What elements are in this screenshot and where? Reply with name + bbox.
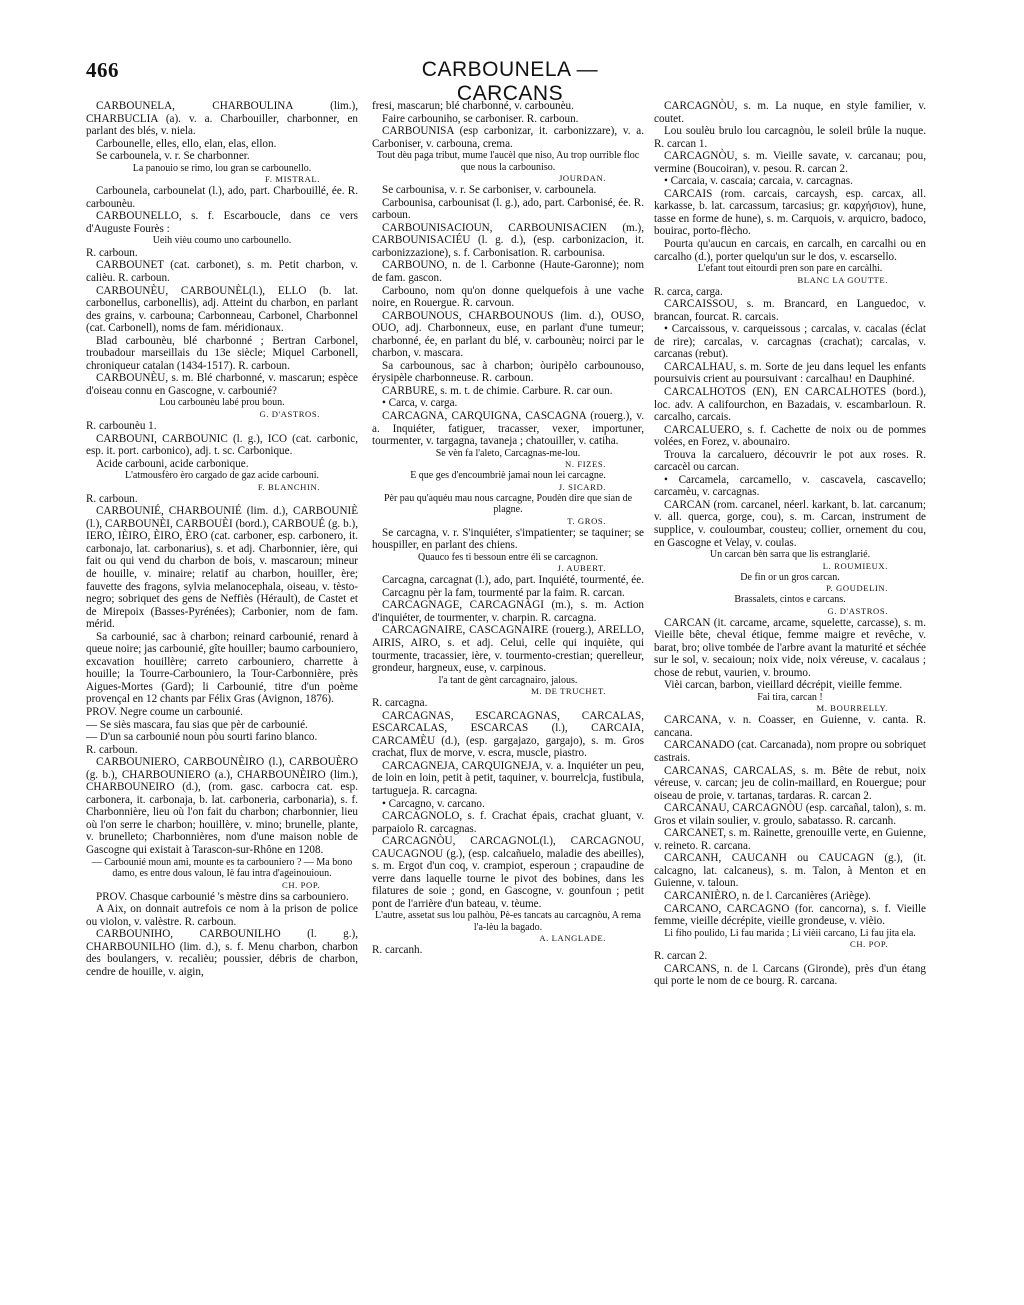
dictionary-entry: CARBOUNO, n. de l. Carbonne (Haute-Garonne); nom de fam. gascon. <box>372 259 644 285</box>
citation-author: JOURDAN. <box>558 173 606 184</box>
dictionary-entry: A Aix, on donnait autrefois ce nom à la prison de police ou violon, v. valèstre. R. carboun. <box>86 903 358 928</box>
dictionary-entry: Carbounelle, elles, ello, elan, elas, ellon. <box>96 137 277 150</box>
citation-author: L. ROUMIEUX. <box>822 560 888 571</box>
citation-author: G. D'ASTROS. <box>259 408 320 419</box>
page-number: 466 <box>86 58 119 82</box>
citation-author: G. D'ASTROS. <box>827 605 888 616</box>
dictionary-entry: CARCALHAU, s. m. Sorte de jeu dans lequel les enfants poursuivis crient au poursuivant : carcalhau! en Dauphiné. <box>654 360 926 386</box>
dictionary-entry: CARBOUNELLO, s. f. Escarboucle, dans ce vers d'Auguste Fourès : <box>86 210 358 235</box>
dictionary-entry: Pourta qu'aucun en carcais, en carcalh, en carcalhi ou en carcalho (d.), porter quelqu'un sur le dos, v. escarsello. <box>654 238 926 263</box>
column-1 <box>86 100 358 978</box>
dictionary-entry: CARCANET, s. m. Rainette, grenouille verte, en Guienne, v. reineto. R. carcana. <box>654 827 926 852</box>
dictionary-entry: CARBOUNISACIOUN, CARBOUNISACIEN (m.), CARBOUNISACIÉU (l. g. d.), (esp. carbonizacion, it. carbonizzazione), s. f. Carbonisation. R. carbounisa. <box>372 221 644 259</box>
dictionary-entry: Se carbounela, v. r. Se charbonner. <box>96 150 250 163</box>
citation-author: P. GOUDELIN. <box>826 583 888 594</box>
dictionary-entry: CARCALHOTOS (EN), EN CARCALHOTES (bord.), loc. adv. A califourchon, en Bazadais, v. escambarloun. R. carcalho, carcais. <box>654 385 926 424</box>
citation-author: A. LANGLADE. <box>539 933 606 944</box>
text-line: R. carboun. <box>86 246 138 259</box>
dictionary-entry: Se carcagna, v. r. S'inquiéter, s'impatienter; se taquiner; se houspiller, en parlant des chiens. <box>372 526 644 552</box>
dictionary-entry: CARCAGNÒU, CARCAGNOL(l.), CARCAGNOU, CAUCAGNOU (g.), (esp. calcañuelo, maladie des abeilles), s. m. Ergot d'un coq, v. crampiot, esperoun ; crapaudine de verre dans laquelle tourne le pivot des bobines, dans les filatures de soie ; gond, en Gascogne, v. gounfoun ; petit pont de l'arrière d'un bateau, v. tèume. <box>372 835 644 910</box>
dictionary-entry: CARBOUNIÉ, CHARBOUNIÉ (lim. d.), CARBOUNIÈ (l.), CARBOUNÈI, CARBOUÈI (bord.), CARBOUÉ (g. b.), IERO, IÈIRO, ÈIRO, ÈRO (cat. carboner, esp. carbonero, it. carbonajo, lat. carbonarius), s. et adj. Charbonnier, ière, qui fait ou qui vend du charbon de bois, v. mascaroun; mineur de houille, v. minaire; relatif au charbon, houiller, ère; fauvette des fragons, sylvia melanocephala, oiseau, v. tèsto-negro; sobriquet des gens de Neffiès (Hérault), de Castet et de Mirepoix (Basses-Pyrénées); Carbonier, nom de fam. mérid. <box>86 505 358 631</box>
text-line: R. carcagna. <box>372 697 428 710</box>
text-line: R. carboun. <box>86 492 138 505</box>
citation-quote: Li fiho poulido, Li fau marida ; Li vièii carcano, Li fau jita ela. <box>664 927 916 939</box>
text-line: R. carbounèu 1. <box>86 419 157 432</box>
dictionary-entry: CARCANH, CAUCANH ou CAUCAGN (g.), (it. calcagno, lat. calcaneus), s. m. Talon, à Menton et en Guienne, v. taloun. <box>654 852 926 890</box>
column-2 <box>372 100 644 957</box>
citation-author: CH. POP. <box>850 939 888 950</box>
dictionary-entry: CARCANADO (cat. Carcanada), nom propre ou sobriquet castrais. <box>654 739 926 765</box>
citation-author: F. BLANCHIN. <box>257 481 320 492</box>
dictionary-entry: CARCAGNAS, ESCARCAGNAS, CARCALAS, ESCARCALAS, ESCARCAS (l.), CARCAIA, CARCAMÈU (d.), (esp. gargajazo, gargajo), s. m. Gros crachat, flux de morve, v. escra, muscle, piastro. <box>372 709 644 760</box>
dictionary-entry: CARCAISSOU, s. m. Brancard, en Languedoc, v. brancan, fourcat. R. carcais. <box>654 298 926 323</box>
dictionary-entry: Faire carbouniho, se carboniser. R. carboun. <box>382 112 579 125</box>
citation-author: CH. POP. <box>282 879 320 890</box>
dictionary-entry: Se carbounisa, v. r. Se carboniser, v. carbounela. <box>382 184 597 197</box>
citation-author: J. SICARD. <box>558 481 606 492</box>
dictionary-entry: CARCANO, CARCAGNO (for. cancorna), s. f. Vieille femme, vieille décrépite, vieille grondeuse, v. vièio. <box>654 902 926 928</box>
running-title: CARBOUNELA — CARCANS <box>421 58 599 105</box>
text-line: R. carcanh. <box>372 944 423 957</box>
dictionary-entry: • Carcaia, v. cascaia; carcaia, v. carcagnas. <box>664 175 853 188</box>
dictionary-entry: CARBOUNÈU, CARBOUNÈL(l.), ELLO (b. lat. carbonellus, carbonellis), adj. Atteint du charbon, en parlant des grains, v. carbouna; Carbonneau, Carbonel, Charbonnel (cat. Carbonell), noms de fam. méridionaux. <box>86 284 358 335</box>
dictionary-entry: Blad carbounèu, blé charbonné ; Bertran Carbonel, troubadour marseillais du 13e siècle; Miquel Carbonell, chroniqueur catalan (1434-1517). R. carboun. <box>86 334 358 372</box>
citation-author: BLANC LA GOUTTE. <box>797 274 888 285</box>
citation-quote: Tout dèu paga tribut, mume l'aucèl que niso, Au trop ourrible floc que nous la carbouniso. <box>376 150 640 173</box>
dictionary-entry: Trouva la carcaluero, découvrir le pot aux roses. R. carcacèl ou carcan. <box>654 448 926 474</box>
citation-quote: l'a tant de gènt carcagnairo, jalous. <box>438 674 578 686</box>
text-line: — Se siès mascara, fau sias que pèr de carbounié. <box>86 718 308 731</box>
text-line: PROV. Negre coume un carbounié. <box>86 705 243 718</box>
citation-quote: — Carbounié moun ami, mounte es ta carbouniero ? — Ma bono damo, es entre dous valoun, Iè fau intra d'ageinouioun. <box>91 856 353 880</box>
text-line: — D'un sa carbounié noun pòu sourti farino blanco. <box>86 731 318 744</box>
dictionary-entry: • Carca, v. carga. <box>382 397 458 410</box>
dictionary-entry: CARCAGNAIRE, CASCAGNAIRE (rouerg.), ARELLO, AIRIS, AIRO, s. et adj. Celui, celle qui inquiète, qui tourmente, tracassier, ière, v. tourmento-crestian; querelleur, grondeur, hargneux, euse, v. carpinous. <box>372 624 644 675</box>
dictionary-entry: CARCANA, v. n. Coasser, en Guienne, v. canta. R. cancana. <box>654 714 926 739</box>
citation-quote: Un carcan bèn sarra que lis estranglarié. <box>709 549 871 561</box>
citation-quote: L'autre, assetat sus lou palhòu, Pè-es tancats au carcagnòu, A rema l'a-lèu la bagado. <box>375 910 641 933</box>
citation-quote: E que ges d'encoumbriè jamai noun lei carcagne. <box>410 470 606 482</box>
dictionary-entry: Vièi carcan, barbon, vieillard décrépit, vieille femme. <box>664 679 903 692</box>
dictionary-entry: CARCAGNÒU, s. m. Vieille savate, v. carcanau; pou, vermine (Boucoiran), v. pesou. R. carcan 2. <box>654 150 926 175</box>
dictionary-entry: CARBOUNI, CARBOUNIC (l. g.), ICO (cat. carbonic, esp. it. port. carbonico), adj. t. sc. Carbonique. <box>86 432 358 458</box>
dictionary-entry: • Carcagno, v. carcano. <box>382 797 485 810</box>
citation-quote: Ueih vièu coumo uno carbounello. <box>152 235 292 247</box>
dictionary-entry: CARCANAS, CARCALAS, s. m. Bête de rebut, noix véreuse, v. carcan; jeu de colin-maillard, en Rouergue; pour oiseau de proie, v. tartanas, tardaras. R. carcan 2. <box>654 764 926 802</box>
dictionary-entry: Carcagna, carcagnat (l.), ado, part. Inquiété, tourmenté, ée. <box>382 574 644 587</box>
citation-quote: Pèr pau qu'aquéu mau nous carcagne, Poudèn dire que sian de plagne. <box>383 492 633 516</box>
dictionary-entry: CARBOUNISA (esp carbonizar, it. carbonizzare), v. a. Carboniser, v. carbouna, crema. <box>372 125 644 150</box>
citation-quote: L'efant tout eitourdi pren son pare en carcàlhi. <box>697 263 883 275</box>
dictionary-entry: CARBURE, s. m. t. de chimie. Carbure. R. car oun. <box>382 384 613 397</box>
dictionary-entry: CARBOUNELA, CHARBOULINA (lim.), CHARBUCLIA (a). v. a. Charbouiller, charbonner, en parlant des blés, v. niela. <box>86 100 358 138</box>
dictionary-entry: CARCAN (it. carcame, arcame, squelette, carcasse), s. m. Vieille bête, cheval étique, femme maigre et revêche, v. barat, bro; olive tombée de l'arbre avant la maturité et séchée sur le sol, v. secaioun; noix vide, noix véreuse, v. cacalaus ; chose de rebut, vaurien, v. broumo. <box>654 616 926 679</box>
dictionary-entry: PROV. Chasque carbounié 's mèstre dins sa carbouniero. <box>96 890 349 903</box>
dictionary-entry: Sa carbounié, sac à charbon; reinard carbounié, renard à queue noire; jas carbounié, gîte houiller; baumo carbouniero, excavation houillère; carreto carbouniero, charrette à houille; la Tourre-Carbouniero, la Tour-Carbonnière, près Aigues-Mortes (Gard); li Carbounié, titre d'un poème provençal en 12 chants par Félix Gras (Avignon, 1876). <box>86 630 358 706</box>
dictionary-entry: CARBOUNIHO, CARBOUNILHO (l. g.), CHARBOUNILHO (lim. d.), s. f. Menu charbon, charbon des boulangers, v. recalièu; poussier, débris de charbon, cendre de houille, v. aigin, <box>86 928 358 978</box>
citation-quote: La panouio se rimo, lou gran se carbounello. <box>132 162 312 174</box>
dictionary-entry: Carbouno, nom qu'on donne quelquefois à une vache noire, en Rouergue. R. carvoun. <box>372 284 644 310</box>
dictionary-entry: CARCANAU, CARCAGNÒU (esp. carcañal, talon), s. m. Gros et vilain soulier, v. groulo, sabatasso. R. carcanh. <box>654 802 926 827</box>
dictionary-entry: CARBOUNOUS, CHARBOUNOUS (lim. d.), OUSO, OUO, adj. Charbonneux, euse, en parlant d'une tumeur; charbonné, ée, en parlant du blé, v. carbounèu; noirci par le charbon, v. mascara. <box>372 309 644 360</box>
dictionary-entry: CARCAGNA, CARQUIGNA, CASCAGNA (rouerg.), v. a. Inquiéter, fatiguer, tracasser, vexer, importuner, tourmenter, v. targagna, tavanejа ; chatouiller, v. catiha. <box>372 410 644 448</box>
citation-author: T. GROS. <box>567 515 606 526</box>
citation-author: M. DE TRUCHET. <box>531 686 606 697</box>
dictionary-entry: CARCAGNAGE, CARCAGNÀGI (m.), s. m. Action d'inquiéter, de tourmenter, v. charpin. R. carcagna. <box>372 599 644 624</box>
dictionary-entry: CARBOUNIERO, CARBOUNÈIRO (l.), CARBOUÈRO (g. b.), CHARBOUNIERO (a.), CHARBOUNÈIRO (lim.), CHARBOUNEIRO (d.), (rom. gasc. carbocra cat. esp. carbonera, it. carbonaja, b. lat. carboneria, carbonaria), s. f. Charbonnière, lieu où l'on fait du charbon; charbonnier, lieu où l'on serre le charbon; houillère, v. mino; brunelle, plante, v. brunelleto; Charbonnières, nom d'une maison noble de Gascogne qui existait à Tarascon-sur-Rhône en 1208. <box>86 756 358 856</box>
column-3 <box>654 100 926 988</box>
dictionary-entry: CARCAIS (rom. carcais, carcaysh, esp. carcax, all. karkasse, b. lat. carcassum, tarcasius; gr. καρχήσιον), hune, tasse en forme de hune), s. m. Carquois, v. arquicro, badoco, bouirac, porto-flècho. <box>654 187 926 238</box>
citation-quote: Se vèn fa l'aleto, Carcagnas-me-lou. <box>435 447 581 459</box>
citation-author: F. MISTRAL. <box>265 174 320 185</box>
citation-author: M. BOURRELLY. <box>816 703 888 714</box>
dictionary-entry: Carbounela, carbounelat (l.), ado, part. Charbouillé, ée. R. carbounèu. <box>86 185 358 210</box>
dictionary-entry: Carbounisa, carbounisat (l. g.), ado, part. Carbonisé, ée. R. carboun. <box>372 196 644 222</box>
text-line: R. carca, carga. <box>654 285 723 298</box>
citation-author: J. AUBERT. <box>557 563 606 574</box>
citation-quote: Lou carbounèu labé prou boun. <box>159 397 285 409</box>
dictionary-entry: Sa carbounous, sac à charbon; òuripèlo carbounouso, érysipèle charbonneuse. R. carboun. <box>372 359 644 385</box>
dictionary-entry: CARCAN (rom. carcanel, néerl. karkant, b. lat. carcanum; v. all. querca, gorge, cou), s. m. Carcan, instrument de supplice, v. couloumbar, cousteu; collier, ornement du cou, en Gascogne et Velay, v. coulas. <box>654 498 926 549</box>
dictionary-entry: Lou soulèu brulo lou carcagnòu, le soleil brûle la nuque. R. carcan 1. <box>654 125 926 150</box>
dictionary-entry: CARCANIÈRO, n. de l. Carcanières (Ariège). <box>664 890 871 903</box>
citation-quote: Brassalets, cintos e carcans. <box>734 594 846 606</box>
dictionary-entry: • Carcaissous, v. carqueissous ; carcalas, v. cacalas (éclat de rire); carcalas, v. carcagnas (crachat); carcalas, v. carcanas (rebut). <box>654 323 926 361</box>
citation-author: N. FIZES. <box>565 459 606 470</box>
citation-quote: Quauco fes ti bessoun entre éli se carcagnon. <box>418 551 598 563</box>
text-line: R. carcan 2. <box>654 950 708 963</box>
dictionary-entry: CARCAGNÒU, s. m. La nuque, en style familier, v. coutet. <box>654 100 926 125</box>
citation-quote: De fin or un gros carcan. <box>740 571 840 583</box>
dictionary-entry: CARBOUNET (cat. carbonet), s. m. Petit charbon, v. calièu. R. carboun. <box>86 259 358 285</box>
dictionary-entry: • Carcamela, carcamello, v. cascavela, cascavello; carcamèu, v. carcagnas. <box>654 473 926 499</box>
dictionary-entry: CARCAGNEJA, CARQUIGNEJA, v. a. Inquiéter un peu, de loin en loin, petit à petit, taquiner, v. bourrelcja, fustibula, tartugueja. R. carcagna. <box>372 759 644 797</box>
dictionary-entry: CARBOUNÈU, s. m. Blé charbonné, v. mascarun; espèce d'oiseau connu en Gascogne, v. carbounié? <box>86 372 358 397</box>
citation-quote: L'atmousfèro èro cargado de gaz acide carbouni. <box>124 470 320 482</box>
dictionary-entry: CARCALUERO, s. f. Cachette de noix ou de pommes volées, en Forez, v. abounairo. <box>654 423 926 449</box>
dictionary-entry: CARCAGNOLO, s. f. Crachat épais, crachat gluant, v. parpaiolo R. carcagnas. <box>372 810 644 835</box>
citation-quote: Fai tira, carcan ! <box>757 691 823 703</box>
text-line: fresi, mascarun; blé charbonné, v. carbounèu. <box>372 100 574 112</box>
dictionary-entry: Carcagnu pèr la fam, tourmenté par la faim. R. carcan. <box>382 586 625 599</box>
text-line: R. carboun. <box>86 743 138 756</box>
dictionary-entry: CARCANS, n. de l. Carcans (Gironde), près d'un étang qui porte le nom de ce bourg. R. carcana. <box>654 962 926 988</box>
dictionary-entry: Acide carbouni, acide carbonique. <box>96 457 249 470</box>
